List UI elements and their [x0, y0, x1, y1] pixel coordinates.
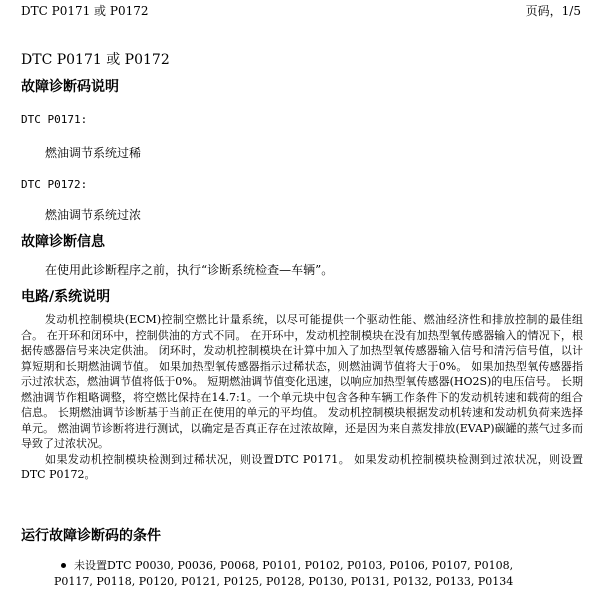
document-title: DTC P0171 或 P0172	[21, 52, 170, 68]
circuit-paragraph-2: 如果发动机控制模块检测到过稀状况，则设置DTC P0171。 如果发动机控制模块检测到过浓状况，则设置DTC P0172。	[21, 452, 583, 481]
dtc-description-p0171: 燃油调节系统过稀	[45, 146, 142, 160]
bullet-icon	[61, 563, 66, 568]
page-header	[21, 2, 581, 20]
section-heading-conditions: 运行故障诊断码的条件	[21, 528, 161, 544]
circuit-description-paragraph	[21, 312, 583, 483]
header-title: DTC P0171 或 P0172	[21, 4, 149, 18]
diagnostic-info-text: 在使用此诊断程序之前，执行“诊断系统检查—车辆”。	[45, 263, 334, 277]
dtc-code-label-p0172: DTC P0172:	[21, 178, 88, 191]
conditions-bullet-continuation: P0117, P0118, P0120, P0121, P0125, P0128, P0130, P0131, P0132, P0133, P0134	[54, 575, 514, 588]
section-heading-description: 故障诊断码说明	[21, 79, 119, 95]
dtc-description-p0172: 燃油调节系统过浓	[45, 208, 142, 222]
circuit-paragraph-1: 发动机控制模块(ECM)控制空燃比计量系统，以尽可能提供一个驱动性能、燃油经济性和排放控制的最佳组合。 在开环和闭环中，控制供油的方式不同。 在开环中，发动机控制模块在没有加热型氧传感器输入的情况下，根据传感器信号来决定供油。 闭环时，发动机控制模块在计算中加入了加热型氧传感器输入信号和清污信号值，以计算短期和长期燃油调节值。 如果加热型氧传感器指示过稀状态，则燃油调节值将大于0%。 如果加热型氧传感器指示过浓状态，燃油调节值将低于0%。 短期燃油调节值变化迅速，以响应加热型氧传感器(HO2S)的电压信号。 长期燃油调节作粗略调整，将空燃比保持在14.7:1。一个单元块中包含各种车辆工作条件下的发动机转速和载荷的组合信息。 长期燃油调节诊断基于当前正在使用的单元的平均值。 发动机控制模块根据发动机转速和发动机负荷来选择单元。 燃油调节诊断将进行测试，以确定是否真正存在过浓故障，还是因为来自蒸发排放(EVAP)碳罐的蒸气过多而导致了过浓状况。	[21, 313, 583, 450]
conditions-list-item	[21, 558, 601, 574]
conditions-bullet-text: 未设置DTC P0030, P0036, P0068, P0101, P0102, P0103, P0106, P0107, P0108,	[74, 559, 514, 572]
dtc-code-label-p0171: DTC P0171:	[21, 113, 88, 126]
section-heading-info: 故障诊断信息	[21, 234, 105, 250]
section-heading-circuit: 电路/系统说明	[21, 289, 111, 305]
header-page-number: 页码，1/5	[525, 4, 581, 18]
